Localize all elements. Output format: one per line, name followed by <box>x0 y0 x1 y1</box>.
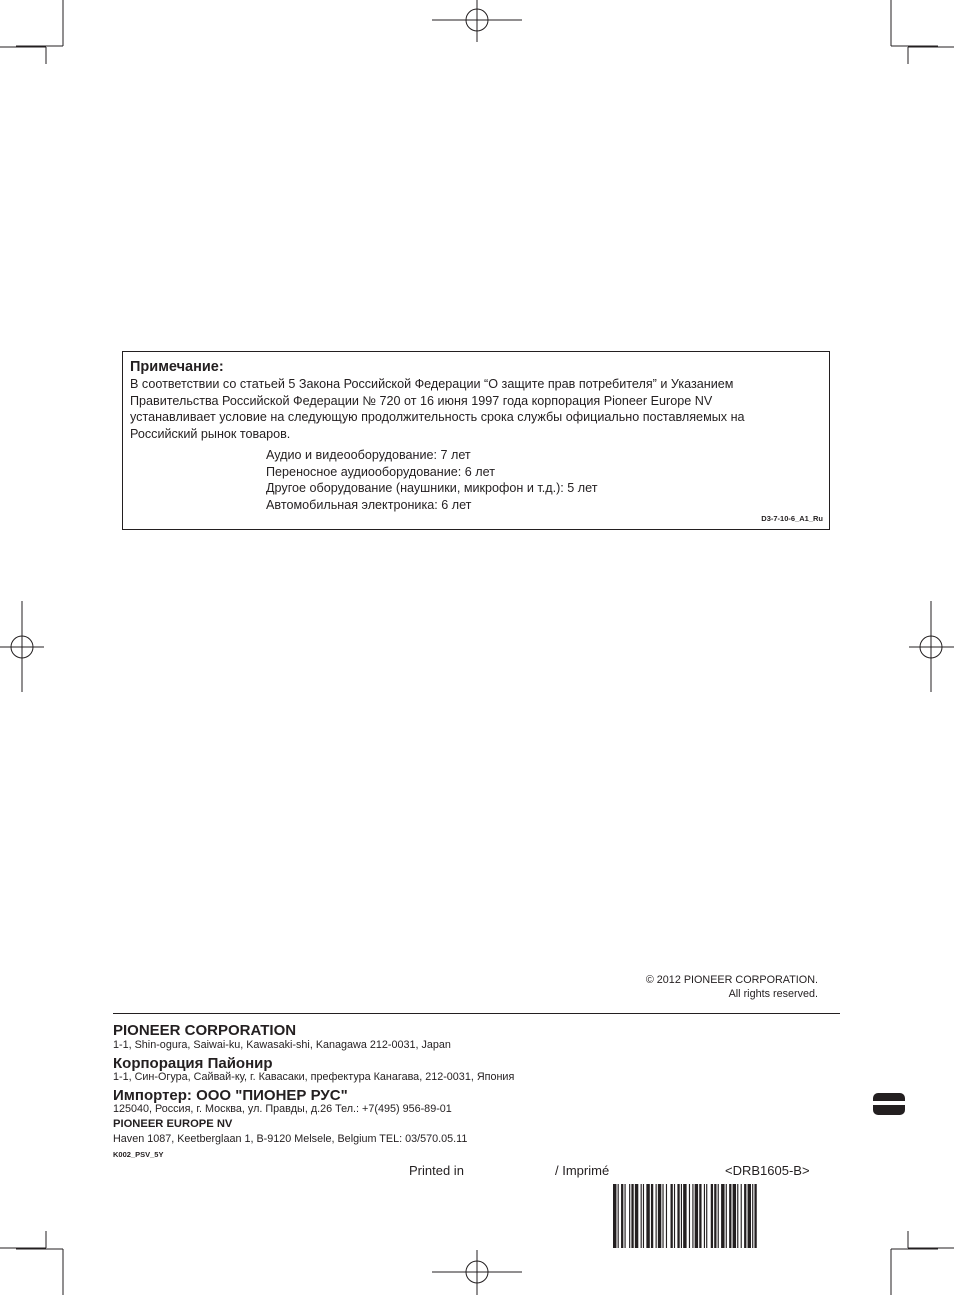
barcode-bar <box>704 1184 705 1248</box>
language-tab-icon <box>873 1093 905 1115</box>
document-code: <DRB1605-B> <box>725 1163 810 1178</box>
barcode-bar <box>677 1184 679 1248</box>
barcode-bar <box>671 1184 673 1248</box>
service-life-list <box>266 447 598 513</box>
service-life-item: Автомобильная электроника: 6 лет <box>266 497 472 512</box>
barcode-bar <box>683 1184 686 1248</box>
barcode-bar <box>658 1184 661 1248</box>
barcode-bar <box>656 1184 657 1248</box>
company-address-pioneer-ru: 1-1, Син-Огура, Сайвай-ку, г. Кавасаки, префектура Канагава, 212-0031, Япония <box>113 1071 515 1083</box>
barcode-bar <box>748 1184 751 1248</box>
barcode-bar <box>662 1184 663 1248</box>
barcode-bar <box>618 1184 619 1248</box>
barcode-bar <box>635 1184 638 1248</box>
barcode-bar <box>714 1184 716 1248</box>
barcode-bar <box>621 1184 623 1248</box>
company-name-pioneer: PIONEER CORPORATION <box>113 1022 297 1039</box>
copyright-notice <box>646 973 818 1001</box>
barcode-bar <box>646 1184 649 1248</box>
barcode-bar <box>641 1184 642 1248</box>
barcode-bar <box>681 1184 682 1248</box>
barcode-bar <box>741 1184 742 1248</box>
barcode-bar <box>737 1184 738 1248</box>
barcode-bar <box>711 1184 713 1248</box>
barcode-bar <box>631 1184 633 1248</box>
barcode-bar <box>699 1184 701 1248</box>
service-life-item: Переносное аудиооборудование: 6 лет <box>266 464 495 479</box>
barcode-bar <box>629 1184 630 1248</box>
barcode-bar <box>689 1184 690 1248</box>
copyright-line: © 2012 PIONEER CORPORATION. <box>645 974 818 986</box>
imprime-label: / Imprimé <box>555 1163 610 1178</box>
warranty-note-box <box>122 351 830 530</box>
barcode-bar <box>651 1184 653 1248</box>
service-life-item: Другое оборудование (наушники, микрофон и т.д.): 5 лет <box>266 481 598 496</box>
barcode-bar <box>721 1184 724 1248</box>
note-reference-code: D3-7-10-6_A1_Ru <box>761 514 823 523</box>
barcode-bar <box>729 1184 731 1248</box>
barcode-bar <box>744 1184 746 1248</box>
company-address-europe: Haven 1087, Keetberglaan 1, B-9120 Melsele, Belgium TEL: 03/570.05.11 <box>113 1133 468 1145</box>
barcode-bar <box>695 1184 698 1248</box>
barcode-bar <box>692 1184 693 1248</box>
company-name-pioneer-ru: Корпорация Пайонир <box>113 1055 273 1072</box>
company-name-europe: PIONEER EUROPE NV <box>113 1118 233 1130</box>
printed-in-label: Printed in <box>409 1163 464 1178</box>
note-paragraph-line: устанавливает условие на следующую продолжительность срока службы официально поставляемых на <box>130 410 745 424</box>
note-paragraph-line: В соответствии со статьей 5 Закона Российской Федерации “О защите прав потребителя” и Указанием <box>130 377 734 391</box>
importer-address: 125040, Россия, г. Москва, ул. Правды, д.26 Тел.: +7(495) 956-89-01 <box>113 1103 452 1115</box>
barcode-icon <box>613 1184 818 1248</box>
note-paragraph-line: Правительства Российской Федерации № 720 от 16 июня 1997 года корпорация Pioneer Europe NV <box>130 393 713 408</box>
barcode-bar <box>625 1184 626 1248</box>
company-address-pioneer: 1-1, Shin-ogura, Saiwai-ku, Kawasaki-shi, Kanagawa 212-0031, Japan <box>113 1039 451 1051</box>
barcode-bar <box>726 1184 727 1248</box>
importer-name: Импортер: ООО "ПИОНЕР РУС" <box>113 1087 348 1104</box>
note-title: Примечание: <box>130 359 224 375</box>
service-life-item: Аудио и видеооборудование: 7 лет <box>266 448 471 462</box>
copyright-rights: All rights reserved. <box>728 988 818 1000</box>
barcode-bar <box>643 1184 644 1248</box>
note-paragraph-line: Российский рынок товаров. <box>130 426 291 441</box>
k-reference-code: K002_PSV_5Y <box>113 1150 164 1159</box>
note-paragraph <box>130 376 820 442</box>
barcode-bar <box>613 1184 616 1248</box>
barcode-bar <box>706 1184 707 1248</box>
barcode-bar <box>752 1184 753 1248</box>
barcode-bar <box>666 1184 667 1248</box>
barcode-bar <box>674 1184 675 1248</box>
barcode-bar <box>718 1184 719 1248</box>
divider-rule <box>113 1013 840 1014</box>
barcode-bar <box>733 1184 736 1248</box>
barcode-bar <box>754 1184 756 1248</box>
